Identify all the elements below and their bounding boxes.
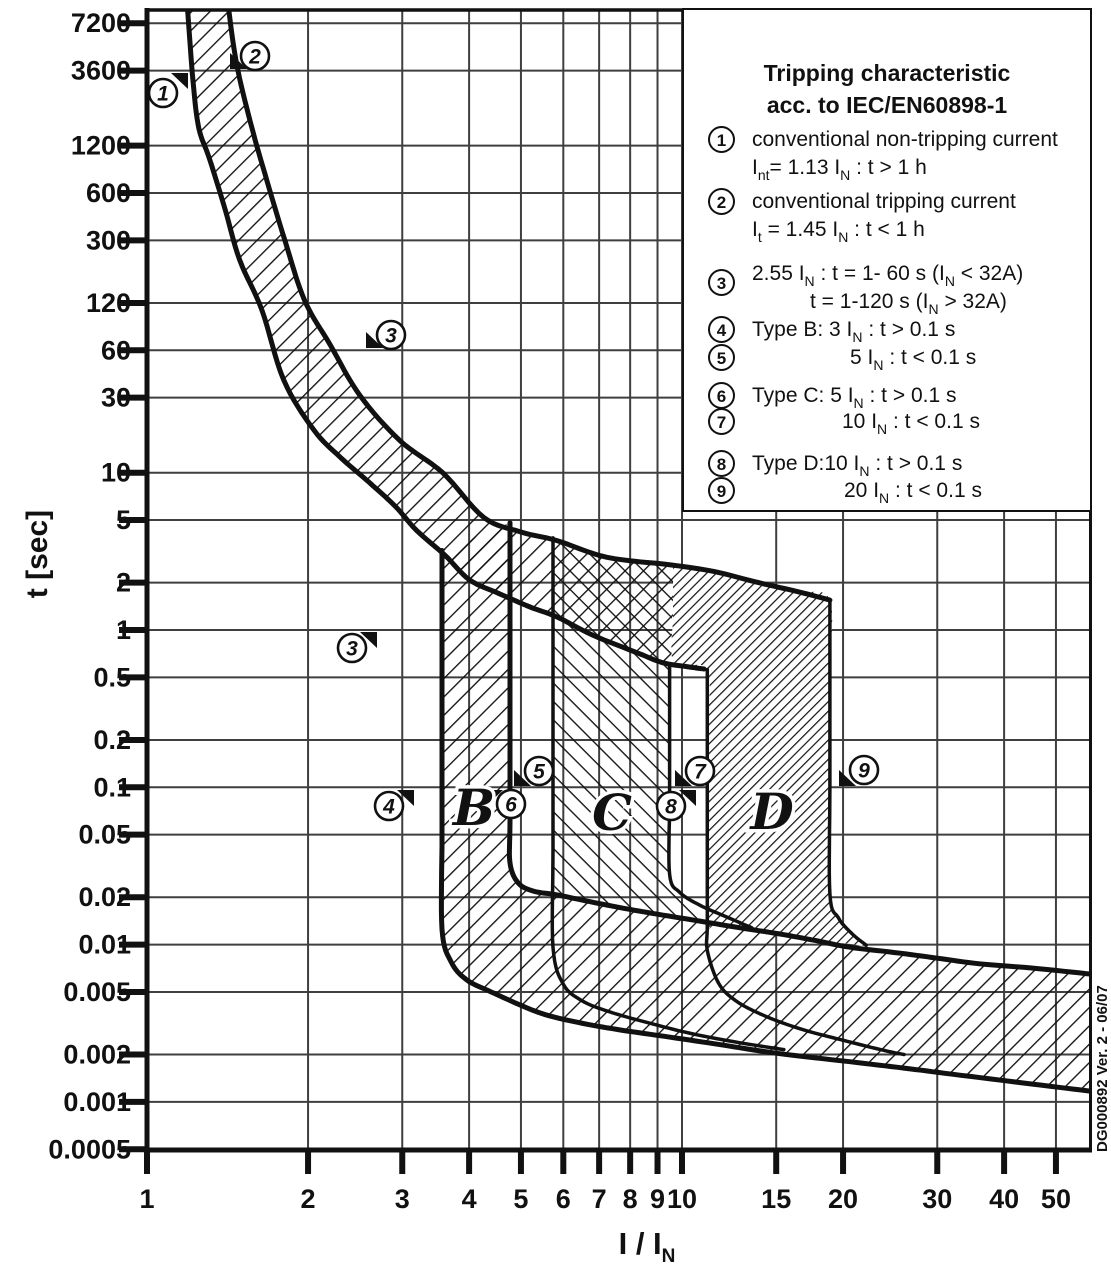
x-tick-label-4: 4 xyxy=(461,1184,477,1214)
band-d xyxy=(671,566,866,946)
legend-item-1-line1: conventional non-tripping current xyxy=(752,128,1058,151)
x-tick-label-6: 6 xyxy=(555,1184,571,1214)
legend-num-6: 6 xyxy=(708,382,735,409)
marker-number: 9 xyxy=(858,759,870,783)
y-tick-label-0.2: 0.2 xyxy=(93,724,131,755)
legend-num-7: 7 xyxy=(708,408,735,435)
legend-num-5: 5 xyxy=(708,344,735,371)
legend-item-2-line2: $I_t = 1.45$ $I_N$ : t < 1 h xyxy=(752,218,925,245)
watermark-text: DG000892 Ver. 2 - 06/07 xyxy=(1094,985,1111,1152)
legend-num-9: 9 xyxy=(708,477,735,504)
y-axis-label: t [sec] xyxy=(21,509,54,599)
legend-num-8: 8 xyxy=(708,450,735,477)
chart-marker-9-9 xyxy=(839,756,878,786)
chart-marker-3-3 xyxy=(338,632,377,662)
x-tick-label-2: 2 xyxy=(300,1184,316,1214)
x-tick-label-1: 1 xyxy=(139,1184,155,1214)
y-tick-label-60: 60 xyxy=(100,335,131,366)
y-tick-label-0.0005: 0.0005 xyxy=(48,1134,131,1165)
y-tick-label-5: 5 xyxy=(115,505,131,536)
y-tick-label-2: 2 xyxy=(115,567,131,598)
x-tick-label-40: 40 xyxy=(989,1184,1020,1214)
x-tick-label-3: 3 xyxy=(394,1184,410,1214)
region-label-D: D xyxy=(750,782,794,841)
y-tick-label-30: 30 xyxy=(100,382,131,413)
legend-num-3: 3 xyxy=(708,269,735,296)
chart-marker-8-8 xyxy=(657,790,696,820)
y-tick-label-10: 10 xyxy=(100,457,131,488)
y-tick-label-7200: 7200 xyxy=(70,8,131,39)
legend-item-8-line1: Type D:10 $I_N$ : t > 0.1 s xyxy=(752,452,963,479)
legend-item-1-line2: $I_{nt}= 1.13$ $I_N$ : t > 1 h xyxy=(752,156,927,183)
legend-item-3-line2: t = 1-120 s $(I_N > 32A)$ xyxy=(810,290,1007,317)
y-tick-label-600: 600 xyxy=(85,177,131,208)
x-tick-label-5: 5 xyxy=(513,1184,529,1214)
marker-number: 3 xyxy=(385,324,397,348)
x-tick-label-9: 9 xyxy=(650,1184,666,1214)
y-tick-label-0.001: 0.001 xyxy=(63,1086,131,1117)
y-tick-label-1: 1 xyxy=(115,615,131,645)
region-label-B: B xyxy=(452,778,496,837)
x-tick-label-15: 15 xyxy=(761,1184,792,1214)
marker-number: 8 xyxy=(665,795,677,819)
marker-number: 1 xyxy=(157,82,169,106)
legend-title-line2: acc. to IEC/EN60898-1 xyxy=(766,92,1008,118)
y-tick-label-120: 120 xyxy=(85,287,131,318)
x-tick-label-8: 8 xyxy=(622,1184,638,1214)
y-tick-label-1200: 1200 xyxy=(70,130,131,161)
y-tick-label-0.005: 0.005 xyxy=(63,976,131,1007)
y-tick-label-3600: 3600 xyxy=(70,55,131,86)
x-tick-label-20: 20 xyxy=(828,1184,859,1214)
marker-number: 6 xyxy=(505,793,517,817)
y-tick-label-0.05: 0.05 xyxy=(78,819,131,850)
legend-num-2: 2 xyxy=(708,188,735,215)
marker-number: 7 xyxy=(694,760,706,784)
legend-item-3-line1: 2.55 $I_N$ : t = 1- 60 s $(I_N < 32A)$ xyxy=(752,262,1024,289)
legend-item-2-line1: conventional tripping current xyxy=(752,190,1016,213)
legend-item-5-line1: 5 $I_N$ : t < 0.1 s xyxy=(850,346,977,373)
chart-marker-1-0 xyxy=(149,73,188,107)
chart-marker-7-7 xyxy=(675,757,714,786)
x-tick-label-10: 10 xyxy=(666,1184,698,1214)
legend-box xyxy=(682,8,1092,512)
legend-item-6-line1: Type C: 5 $I_N$ : t > 0.1 s xyxy=(752,384,957,411)
x-tick-label-7: 7 xyxy=(591,1184,607,1214)
legend-title-line1: Tripping characteristic xyxy=(763,60,1011,86)
y-tick-label-0.02: 0.02 xyxy=(78,882,131,913)
y-tick-label-0.5: 0.5 xyxy=(93,662,131,693)
marker-number: 5 xyxy=(533,760,545,784)
legend-num-1: 1 xyxy=(708,126,735,153)
chart-marker-4-4 xyxy=(375,790,414,820)
x-axis-label: I / $I_N$ xyxy=(618,1226,676,1267)
legend-num-4: 4 xyxy=(708,316,735,343)
y-tick-label-300: 300 xyxy=(85,225,131,256)
y-tick-label-0.1: 0.1 xyxy=(93,772,131,803)
x-tick-label-30: 30 xyxy=(922,1184,953,1214)
chart-marker-3-2 xyxy=(366,321,405,349)
marker-number: 2 xyxy=(249,45,261,69)
region-label-C: C xyxy=(592,783,632,842)
y-tick-label-0.01: 0.01 xyxy=(78,929,131,960)
chart-marker-5-5 xyxy=(514,757,553,786)
x-tick-label-50: 50 xyxy=(1040,1184,1071,1214)
legend-item-7-line1: 10 $I_N$ : t < 0.1 s xyxy=(842,410,980,437)
legend-item-4-line1: Type B: 3 $I_N$ : t > 0.1 s xyxy=(752,318,956,345)
legend-item-9-line1: 20 $I_N$ : t < 0.1 s xyxy=(844,479,982,506)
marker-number: 3 xyxy=(346,637,358,661)
y-tick-label-0.002: 0.002 xyxy=(63,1039,131,1070)
marker-number: 4 xyxy=(383,795,395,819)
